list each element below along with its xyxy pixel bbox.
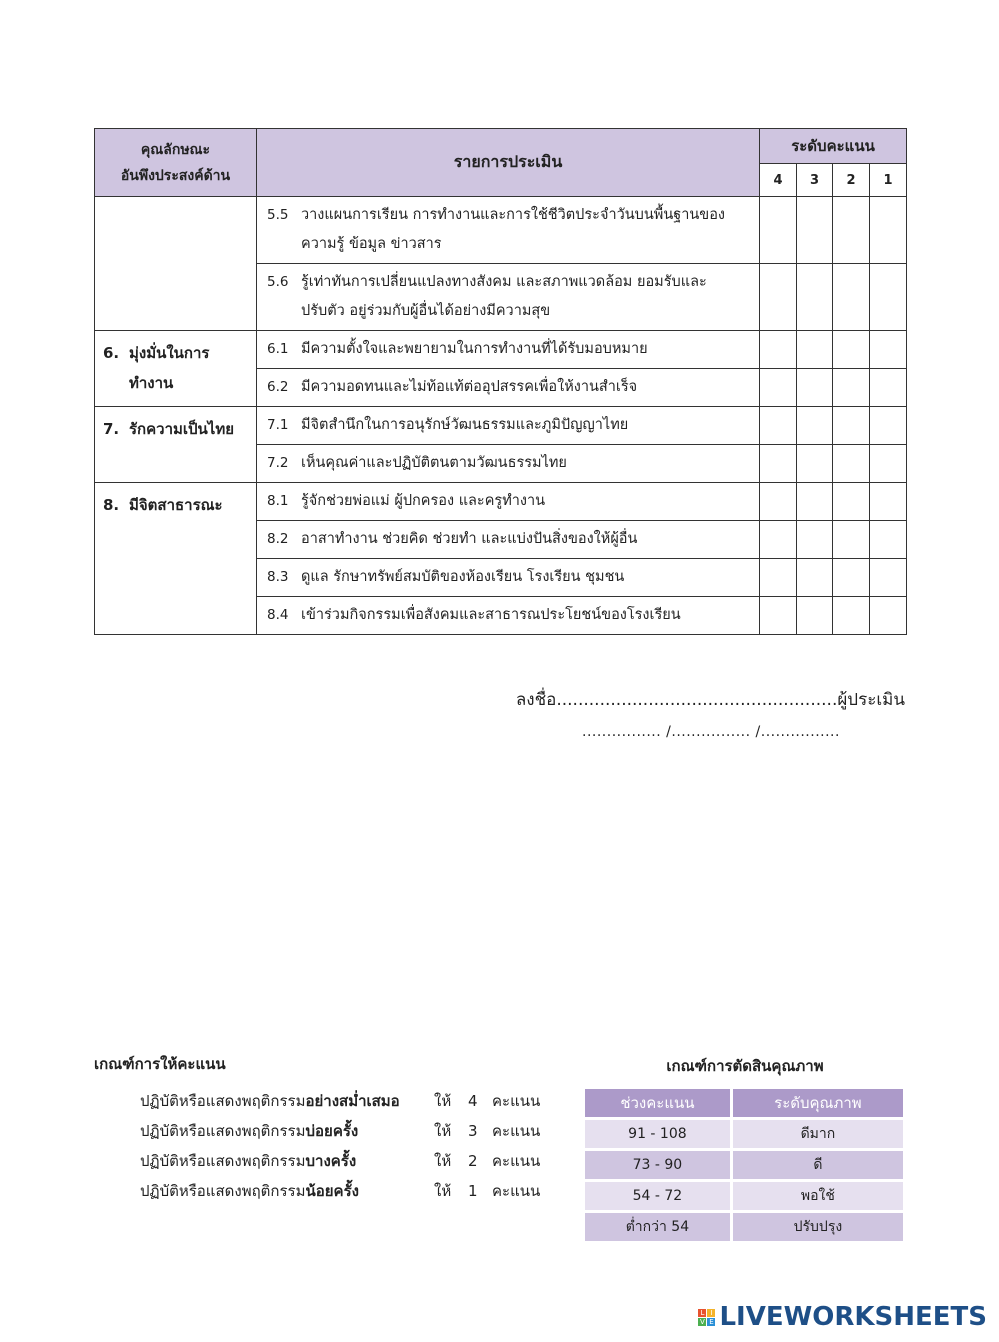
header-level-2: 2 bbox=[833, 164, 870, 197]
score-cell[interactable] bbox=[797, 407, 833, 445]
score-cell[interactable] bbox=[797, 445, 833, 483]
score-cell[interactable] bbox=[833, 597, 870, 635]
criteria-row: ปฏิบัติหรือแสดงพฤติกรรมอย่างสม่ำเสมอ ให้ 4 คะแนน bbox=[140, 1092, 541, 1110]
score-cell[interactable] bbox=[760, 521, 797, 559]
score-cell[interactable] bbox=[760, 369, 797, 407]
item-6-2: 6.2 มีความอดทนและไม่ท้อแท้ต่ออุปสรรคเพื่อให้งานสำเร็จ bbox=[257, 369, 760, 407]
header-items: รายการประเมิน bbox=[257, 129, 760, 197]
header-level-4: 4 bbox=[760, 164, 797, 197]
score-cell[interactable] bbox=[833, 407, 870, 445]
criteria-row: ปฏิบัติหรือแสดงพฤติกรรมน้อยครั้ง ให้ 1 คะแนน bbox=[140, 1182, 541, 1200]
assessment-table bbox=[94, 128, 907, 635]
item-7-1: 7.1 มีจิตสำนึกในการอนุรักษ์วัฒนธรรมและภูมิปัญญาไทย bbox=[257, 407, 760, 445]
score-cell[interactable] bbox=[760, 197, 797, 264]
item-8-4: 8.4 เข้าร่วมกิจกรรมเพื่อสังคมและสาธารณประโยชน์ของโรงเรียน bbox=[257, 597, 760, 635]
logo-tile: I bbox=[707, 1309, 715, 1317]
score-cell[interactable] bbox=[870, 369, 907, 407]
table-row: 91 - 108 ดีมาก bbox=[585, 1120, 903, 1148]
quality-table bbox=[582, 1086, 906, 1244]
score-cell[interactable] bbox=[870, 597, 907, 635]
table-row: 73 - 90 ดี bbox=[585, 1151, 903, 1179]
date-line[interactable]: ................ /................ /................ bbox=[582, 724, 840, 740]
quality-title: เกณฑ์การตัดสินคุณภาพ bbox=[666, 1057, 824, 1075]
item-5-5: 5.5 วางแผนการเรียน การทำงานและการใช้ชีวิตประจำวันบนพื้นฐานของ ความรู้ ข้อมูล ข่าวสาร bbox=[257, 197, 760, 264]
score-cell[interactable] bbox=[760, 264, 797, 331]
logo-tile: V bbox=[700, 1317, 705, 1326]
header-score: ระดับคะแนน bbox=[760, 129, 907, 164]
signature-label: ลงชื่อ bbox=[515, 690, 557, 710]
table-row bbox=[95, 197, 907, 264]
criteria-row: ปฏิบัติหรือแสดงพฤติกรรมบ่อยครั้ง ให้ 3 คะแนน bbox=[140, 1122, 541, 1140]
score-cell[interactable] bbox=[870, 407, 907, 445]
score-cell[interactable] bbox=[760, 331, 797, 369]
table-row bbox=[95, 483, 907, 521]
score-cell[interactable] bbox=[870, 331, 907, 369]
score-cell[interactable] bbox=[870, 445, 907, 483]
score-cell[interactable] bbox=[797, 559, 833, 597]
item-5-6: 5.6 รู้เท่าทันการเปลี่ยนแปลงทางสังคม และสภาพแวดล้อม ยอมรับและ ปรับตัว อยู่ร่วมกับผู้อื่นได้อย่างมีความสุข bbox=[257, 264, 760, 331]
table-row bbox=[95, 331, 907, 369]
score-cell[interactable] bbox=[833, 445, 870, 483]
score-cell[interactable] bbox=[833, 264, 870, 331]
scoring-criteria bbox=[94, 1052, 540, 1206]
score-cell[interactable] bbox=[797, 331, 833, 369]
score-cell[interactable] bbox=[760, 597, 797, 635]
quality-col-range: ช่วงคะแนน bbox=[585, 1089, 730, 1117]
signature-line bbox=[516, 686, 905, 713]
trait-cell-5 bbox=[95, 197, 257, 331]
score-cell[interactable] bbox=[797, 197, 833, 264]
liveworksheets-logo[interactable] bbox=[698, 1302, 987, 1332]
score-cell[interactable] bbox=[760, 407, 797, 445]
criteria-row: ปฏิบัติหรือแสดงพฤติกรรมบางครั้ง ให้ 2 คะแนน bbox=[140, 1152, 541, 1170]
signature-dots[interactable]: .................................................... bbox=[556, 690, 838, 710]
header-level-1: 1 bbox=[870, 164, 907, 197]
score-cell[interactable] bbox=[833, 331, 870, 369]
logo-tile: L bbox=[698, 1309, 706, 1317]
score-cell[interactable] bbox=[833, 197, 870, 264]
score-cell[interactable] bbox=[870, 197, 907, 264]
item-6-1: 6.1 มีความตั้งใจและพยายามในการทำงานที่ได้รับมอบหมาย bbox=[257, 331, 760, 369]
table-row: ต่ำกว่า 54 ปรับปรุง bbox=[585, 1213, 903, 1241]
item-8-1: 8.1 รู้จักช่วยพ่อแม่ ผู้ปกครอง และครูทำงาน bbox=[257, 483, 760, 521]
logo-tile: E bbox=[709, 1317, 714, 1326]
table-row: 54 - 72 พอใช้ bbox=[585, 1182, 903, 1210]
score-cell[interactable] bbox=[760, 559, 797, 597]
score-cell[interactable] bbox=[833, 369, 870, 407]
score-cell[interactable] bbox=[797, 597, 833, 635]
quality-criteria bbox=[585, 1054, 905, 1244]
item-7-2: 7.2 เห็นคุณค่าและปฏิบัติตนตามวัฒนธรรมไทย bbox=[257, 445, 760, 483]
score-cell[interactable] bbox=[833, 483, 870, 521]
score-cell[interactable] bbox=[797, 264, 833, 331]
header-level-3: 3 bbox=[797, 164, 833, 197]
score-cell[interactable] bbox=[870, 559, 907, 597]
score-cell[interactable] bbox=[797, 521, 833, 559]
score-cell[interactable] bbox=[833, 521, 870, 559]
score-cell[interactable] bbox=[833, 559, 870, 597]
score-cell[interactable] bbox=[760, 445, 797, 483]
signature-role: ผู้ประเมิน bbox=[837, 690, 905, 710]
quality-col-level: ระดับคุณภาพ bbox=[733, 1089, 903, 1117]
score-cell[interactable] bbox=[760, 483, 797, 521]
trait-cell-6: 6. มุ่งมั่นในการ ทำงาน bbox=[95, 331, 257, 407]
score-cell[interactable] bbox=[797, 483, 833, 521]
criteria-title: เกณฑ์การให้คะแนน bbox=[94, 1055, 226, 1073]
logo-icon bbox=[698, 1309, 715, 1326]
trait-cell-7: 7. รักความเป็นไทย bbox=[95, 407, 257, 483]
logo-text: LIVEWORKSHEETS bbox=[719, 1302, 987, 1332]
item-8-2: 8.2 อาสาทำงาน ช่วยคิด ช่วยทำ และแบ่งปันสิ่งของให้ผู้อื่น bbox=[257, 521, 760, 559]
score-cell[interactable] bbox=[797, 369, 833, 407]
item-8-3: 8.3 ดูแล รักษาทรัพย์สมบัติของห้องเรียน โรงเรียน ชุมชน bbox=[257, 559, 760, 597]
score-cell[interactable] bbox=[870, 264, 907, 331]
table-row bbox=[95, 407, 907, 445]
header-trait: คุณลักษณะ อันพึงประสงค์ด้าน bbox=[95, 129, 257, 197]
score-cell[interactable] bbox=[870, 483, 907, 521]
score-cell[interactable] bbox=[870, 521, 907, 559]
trait-cell-8: 8. มีจิตสาธารณะ bbox=[95, 483, 257, 635]
